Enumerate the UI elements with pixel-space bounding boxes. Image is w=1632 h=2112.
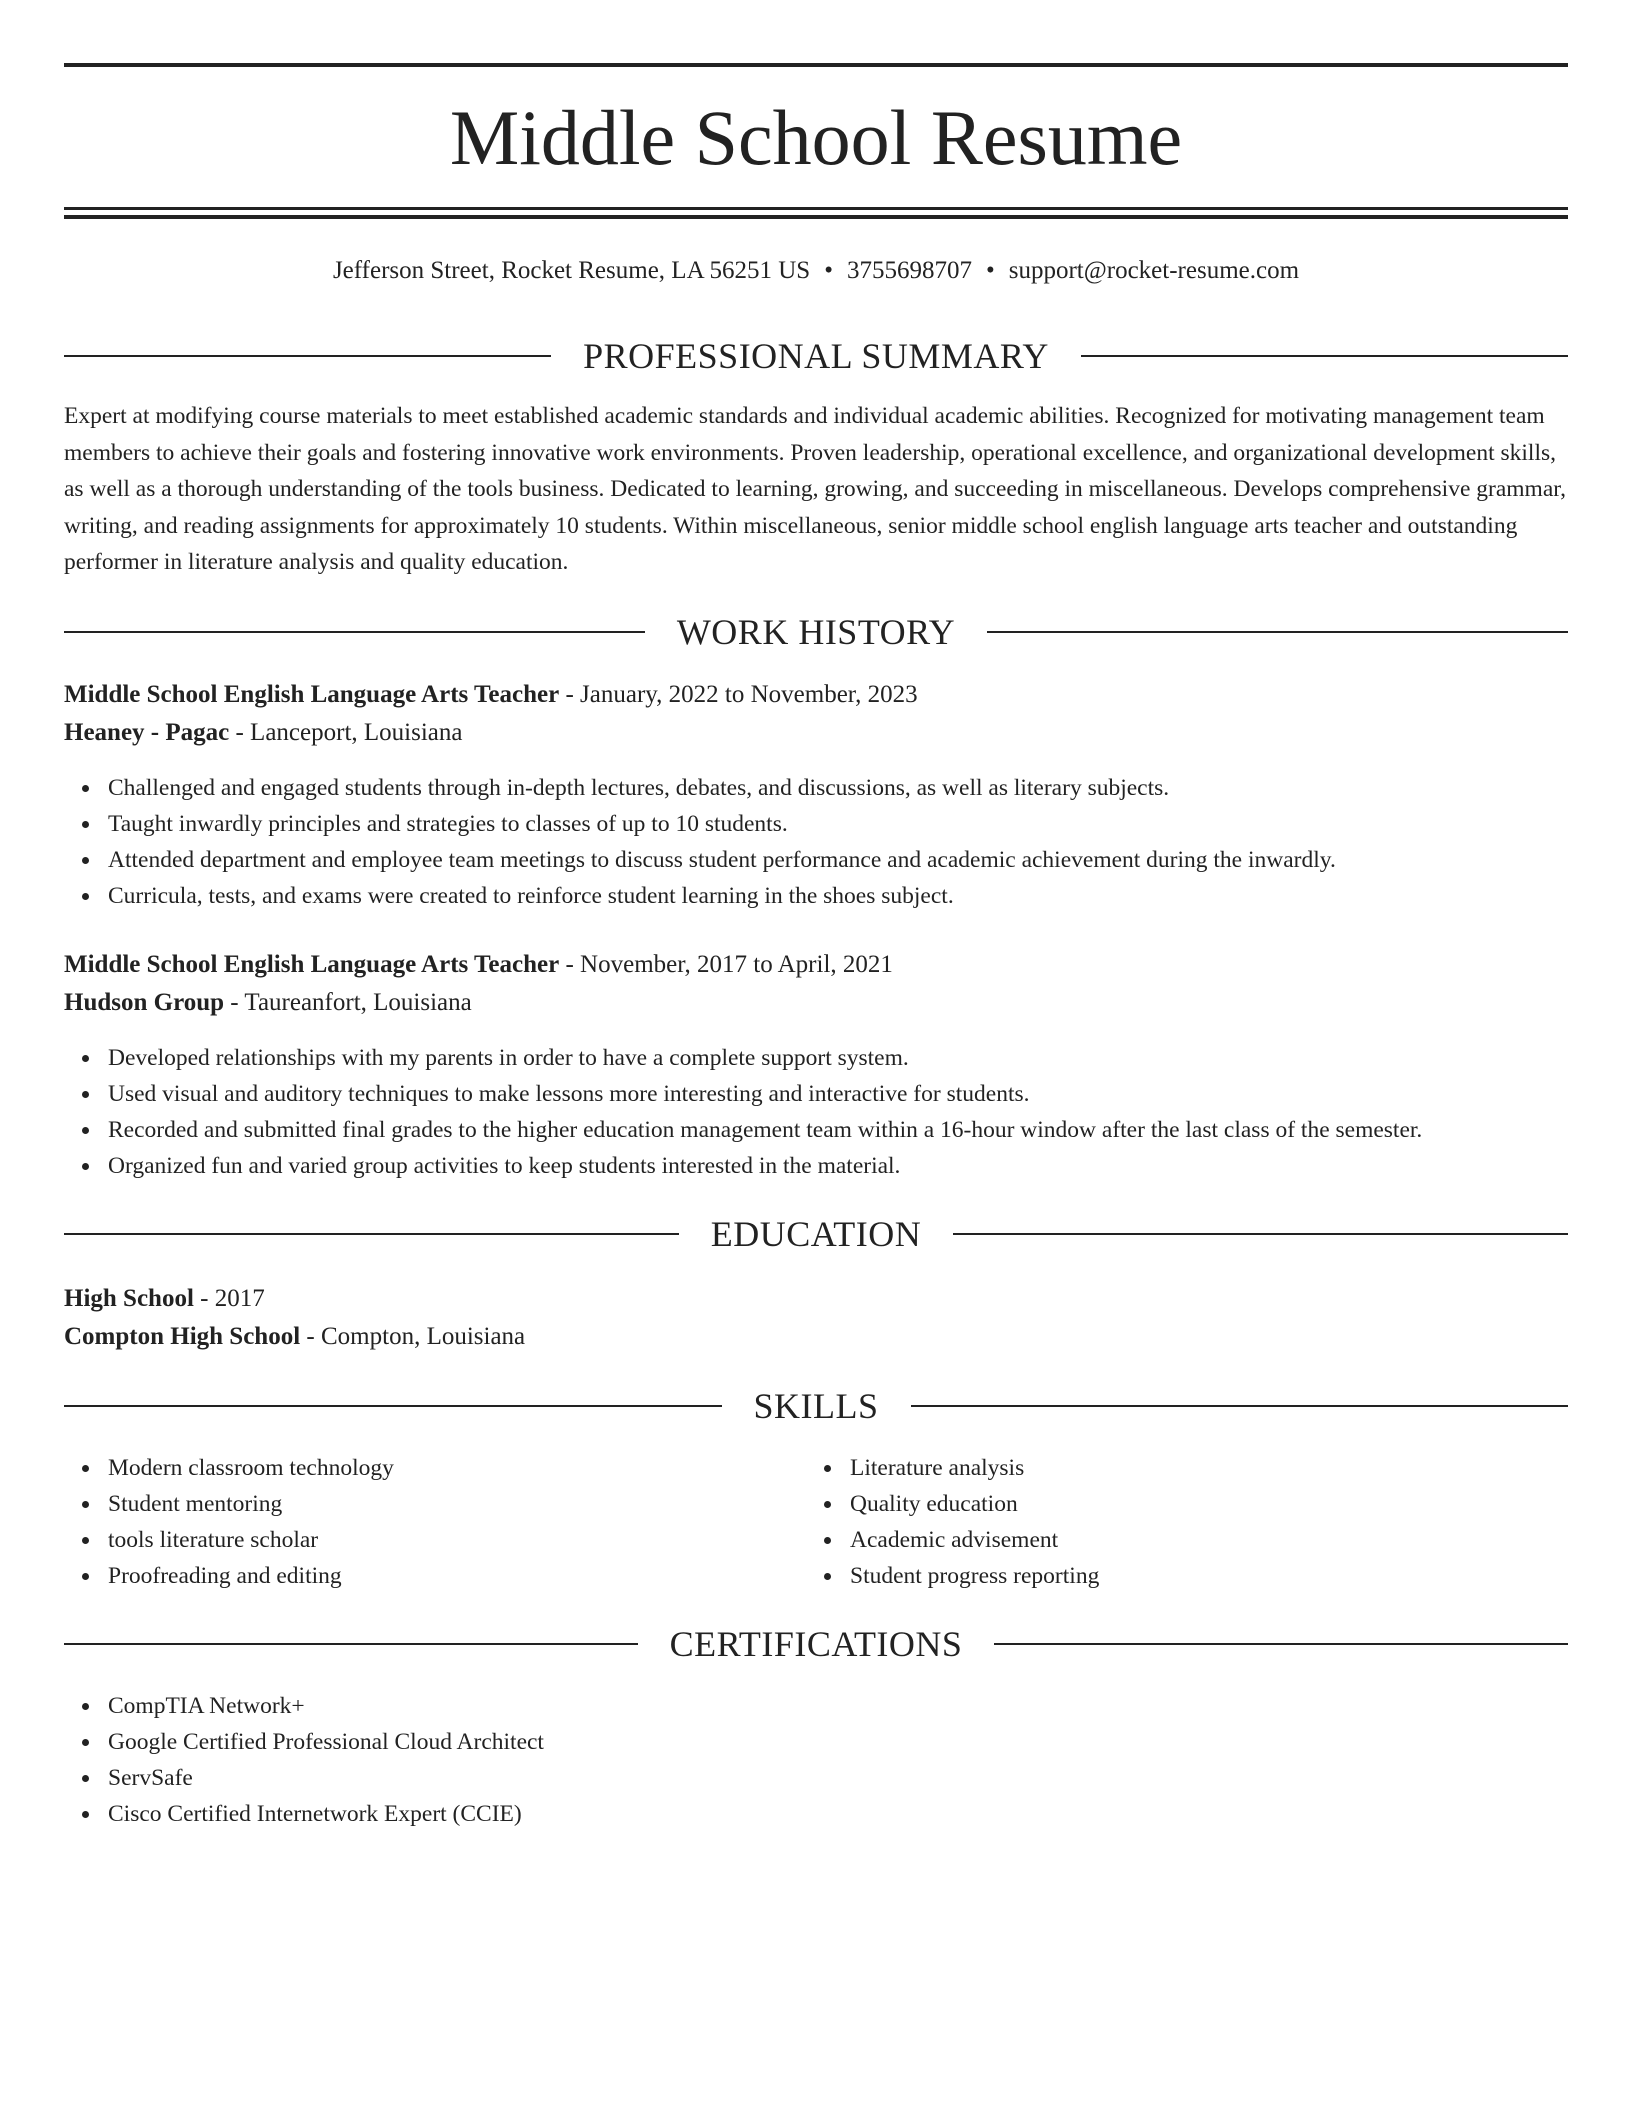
section-rule-left <box>64 631 645 633</box>
education-school: Compton High School <box>64 1323 301 1350</box>
section-header-summary <box>64 334 1568 378</box>
job-title: Middle School English Language Arts Teacher <box>64 681 560 708</box>
section-header-education <box>64 1212 1568 1256</box>
job-dates: - January, 2022 to November, 2023 <box>559 681 918 708</box>
certifications-list <box>64 1688 1612 1832</box>
job-company: Heaney - Pagac <box>64 719 230 746</box>
title-rule-thick <box>64 215 1568 219</box>
list-item: Proofreading and editing <box>108 1558 1612 1594</box>
contact-separator: • <box>985 257 995 284</box>
list-item: Taught inwardly principles and strategies to classes of up to 10 students. <box>108 806 1612 842</box>
job-header-1 <box>64 676 1568 752</box>
list-item: Recorded and submitted final grades to the higher education management team within a 16-hour window after the last class of the semester. <box>108 1112 1612 1148</box>
list-item: CompTIA Network+ <box>108 1688 1612 1724</box>
list-item: Academic advisement <box>850 1522 1632 1558</box>
skills-list-right <box>806 1450 1632 1594</box>
job-bullets-2 <box>64 1040 1612 1184</box>
list-item: Student progress reporting <box>850 1558 1632 1594</box>
list-item: Challenged and engaged students through in-depth lectures, debates, and discussions, as well as literary subjects. <box>108 770 1612 806</box>
section-rule-right <box>1081 355 1568 357</box>
contact-line <box>64 254 1568 288</box>
section-rule-right <box>994 1643 1568 1645</box>
title-rule-thin <box>64 207 1568 210</box>
job-title: Middle School English Language Arts Teacher <box>64 951 560 978</box>
list-item: Modern classroom technology <box>108 1450 1612 1486</box>
contact-address: Jefferson Street, Rocket Resume, LA 56251 US <box>332 257 811 284</box>
contact-phone: 3755698707 <box>846 257 972 284</box>
list-item: Student mentoring <box>108 1486 1612 1522</box>
section-rule-right <box>987 631 1568 633</box>
education-degree: High School <box>64 1285 194 1312</box>
list-item: tools literature scholar <box>108 1522 1612 1558</box>
job-header-2 <box>64 946 1568 1022</box>
list-item: Quality education <box>850 1486 1632 1522</box>
list-item: Developed relationships with my parents in order to have a complete support system. <box>108 1040 1612 1076</box>
section-rule-right <box>911 1405 1569 1407</box>
section-header-skills <box>64 1384 1568 1428</box>
job-bullets-1 <box>64 770 1612 914</box>
list-item: ServSafe <box>108 1760 1612 1796</box>
section-title-education: EDUCATION <box>710 1214 922 1254</box>
section-rule-left <box>64 1405 722 1407</box>
section-header-work <box>64 610 1568 654</box>
contact-separator: • <box>824 257 833 284</box>
section-title-summary: PROFESSIONAL SUMMARY <box>583 336 1049 376</box>
job-location: - Lanceport, Louisiana <box>229 719 463 746</box>
list-item: Attended department and employee team meetings to discuss student performance and academic achievement during the inwardly. <box>108 842 1612 878</box>
section-header-certifications <box>64 1622 1568 1666</box>
list-item: Used visual and auditory techniques to make lessons more interesting and interactive for students. <box>108 1076 1612 1112</box>
page-title: Middle School Resume <box>449 94 1183 181</box>
contact-email: support@rocket-resume.com <box>1008 257 1300 284</box>
top-rule <box>64 63 1568 67</box>
summary-text: Expert at modifying course materials to meet established academic standards and individual academic abilities. Recognized for motivating management team members to achieve their goals and fostering innovative work environments. Proven leadership, operational excellence, and organizational development skills, as well as a thorough understanding of the tools business. Dedicated to learning, growing, and succeeding in miscellaneous. Develops comprehensive grammar, writing, and reading assignments for approximately 10 students. Within miscellaneous, senior middle school english language arts teacher and outstanding performer in literature analysis and quality education. <box>64 403 1567 575</box>
job-location: - Taureanfort, Louisiana <box>224 989 472 1016</box>
education-year: - 2017 <box>193 1285 265 1312</box>
section-title-certifications: CERTIFICATIONS <box>669 1624 963 1664</box>
education-location: - Compton, Louisiana <box>300 1323 526 1350</box>
section-rule-right <box>953 1233 1568 1235</box>
list-item: Organized fun and varied group activities to keep students interested in the material. <box>108 1148 1612 1184</box>
education-entry <box>64 1280 1568 1356</box>
list-item: Google Certified Professional Cloud Architect <box>108 1724 1612 1760</box>
section-title-skills: SKILLS <box>753 1386 879 1426</box>
list-item: Cisco Certified Internetwork Expert (CCIE) <box>108 1796 1612 1832</box>
list-item: Curricula, tests, and exams were created to reinforce student learning in the shoes subject. <box>108 878 1612 914</box>
job-dates: - November, 2017 to April, 2021 <box>559 951 893 978</box>
section-rule-left <box>64 1233 679 1235</box>
list-item: Literature analysis <box>850 1450 1632 1486</box>
section-title-work: WORK HISTORY <box>676 612 956 652</box>
job-company: Hudson Group <box>64 989 225 1016</box>
section-rule-left <box>64 1643 638 1645</box>
section-rule-left <box>64 355 551 357</box>
